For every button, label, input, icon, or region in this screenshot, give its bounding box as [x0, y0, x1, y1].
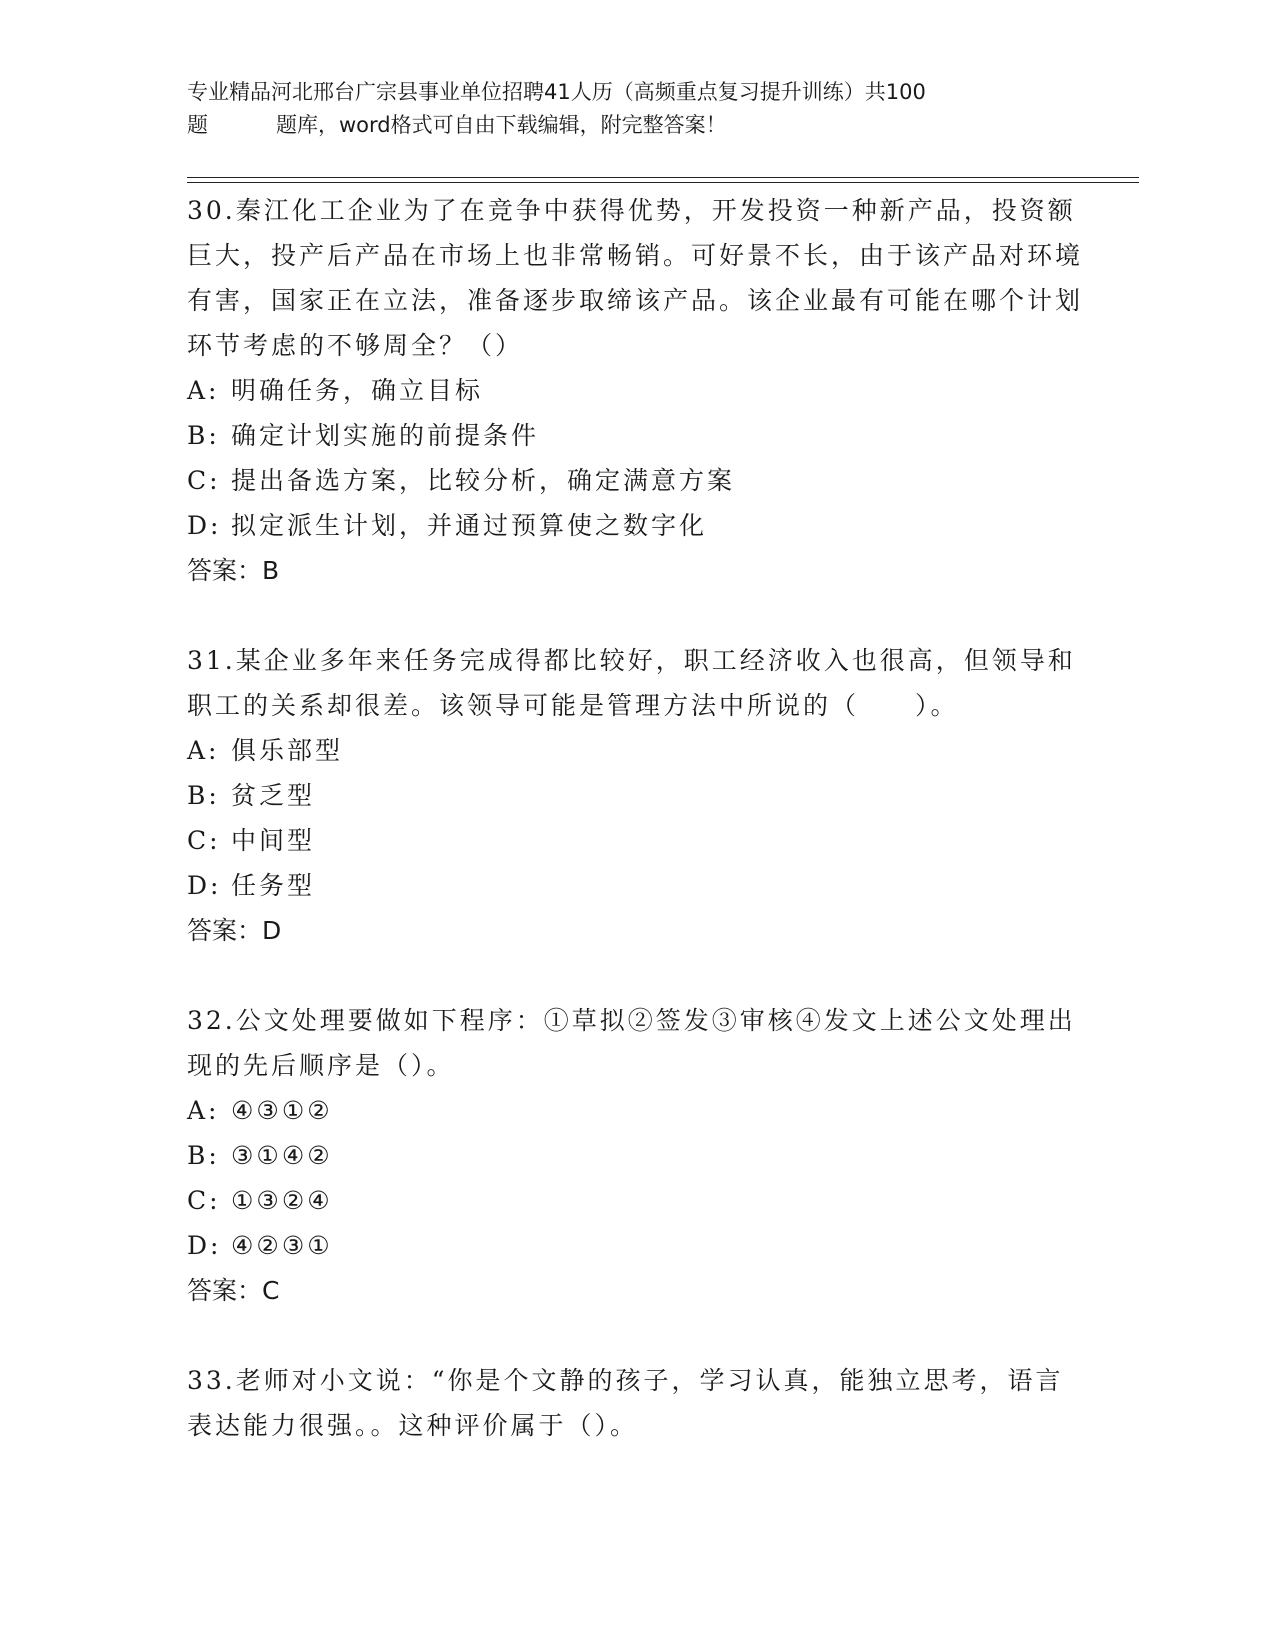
question-33	[187, 1358, 1087, 1448]
option-letter: A:	[187, 736, 220, 765]
option-a	[187, 368, 1087, 413]
option-text: 提出备选方案，比较分析，确定满意方案	[231, 466, 736, 495]
option-b	[187, 773, 1087, 818]
question-list	[187, 188, 1087, 1493]
option-letter: C:	[187, 826, 221, 855]
header-title-line2	[187, 109, 1067, 142]
option-d	[187, 1223, 1087, 1268]
header-divider-bottom	[187, 182, 1139, 183]
option-letter: B:	[187, 1141, 220, 1170]
option-text: ③①④②	[231, 1141, 333, 1170]
option-letter: A:	[187, 1096, 220, 1125]
option-letter: D:	[187, 1231, 222, 1260]
option-c	[187, 1178, 1087, 1223]
answer-line: 答案：D	[187, 916, 282, 945]
option-text: 俱乐部型	[231, 736, 344, 765]
question-32	[187, 998, 1087, 1313]
option-b	[187, 1133, 1087, 1178]
option-letter: C:	[187, 1186, 221, 1215]
option-text: 明确任务，确立目标	[231, 376, 484, 405]
option-c	[187, 458, 1087, 503]
option-letter: D:	[187, 511, 222, 540]
option-text: 确定计划实施的前提条件	[231, 421, 540, 450]
question-stem: 32.公文处理要做如下程序：①草拟②签发③审核④发文上述公文处理出现的先后顺序是（）。	[187, 1006, 1076, 1080]
option-letter: D:	[187, 871, 222, 900]
question-30	[187, 188, 1087, 593]
answer-line: 答案：C	[187, 1276, 280, 1305]
option-text: ④③①②	[231, 1096, 333, 1125]
option-b	[187, 413, 1087, 458]
question-stem: 31.某企业多年来任务完成得都比较好，职工经济收入也很高，但领导和职工的关系却很差。该领导可能是管理方法中所说的（ ）。	[187, 646, 1076, 720]
option-text: 中间型	[231, 826, 316, 855]
question-stem: 33.老师对小文说：“你是个文静的孩子，学习认真，能独立思考，语言表达能力很强。。这种评价属于（）。	[187, 1366, 1064, 1440]
option-a	[187, 1088, 1087, 1133]
option-letter: C:	[187, 466, 221, 495]
header-line2-left: 题	[187, 113, 208, 137]
option-text: ①③②④	[231, 1186, 333, 1215]
question-stem: 30.秦江化工企业为了在竞争中获得优势，开发投资一种新产品，投资额巨大，投产后产品在市场上也非常畅销。可好景不长，由于该产品对环境有害，国家正在立法，准备逐步取缔该产品。该企业最有可能在哪个计划环节考虑的不够周全？（）	[187, 196, 1084, 360]
option-letter: A:	[187, 376, 220, 405]
question-31	[187, 638, 1087, 953]
option-d	[187, 503, 1087, 548]
answer-line: 答案：B	[187, 556, 280, 585]
option-text: 贫乏型	[231, 781, 316, 810]
option-text: 拟定派生计划，并通过预算使之数字化	[231, 511, 708, 540]
document-header	[187, 76, 1067, 142]
option-a	[187, 728, 1087, 773]
header-divider-top	[187, 177, 1139, 178]
option-d	[187, 863, 1087, 908]
header-title-line1: 专业精品河北邢台广宗县事业单位招聘41人历（高频重点复习提升训练）共100	[187, 80, 926, 104]
option-letter: B:	[187, 421, 220, 450]
option-text: ④②③①	[231, 1231, 333, 1260]
option-text: 任务型	[231, 871, 316, 900]
header-line2-right: 题库，word格式可自由下载编辑，附完整答案！	[276, 113, 727, 137]
option-c	[187, 818, 1087, 863]
option-letter: B:	[187, 781, 220, 810]
